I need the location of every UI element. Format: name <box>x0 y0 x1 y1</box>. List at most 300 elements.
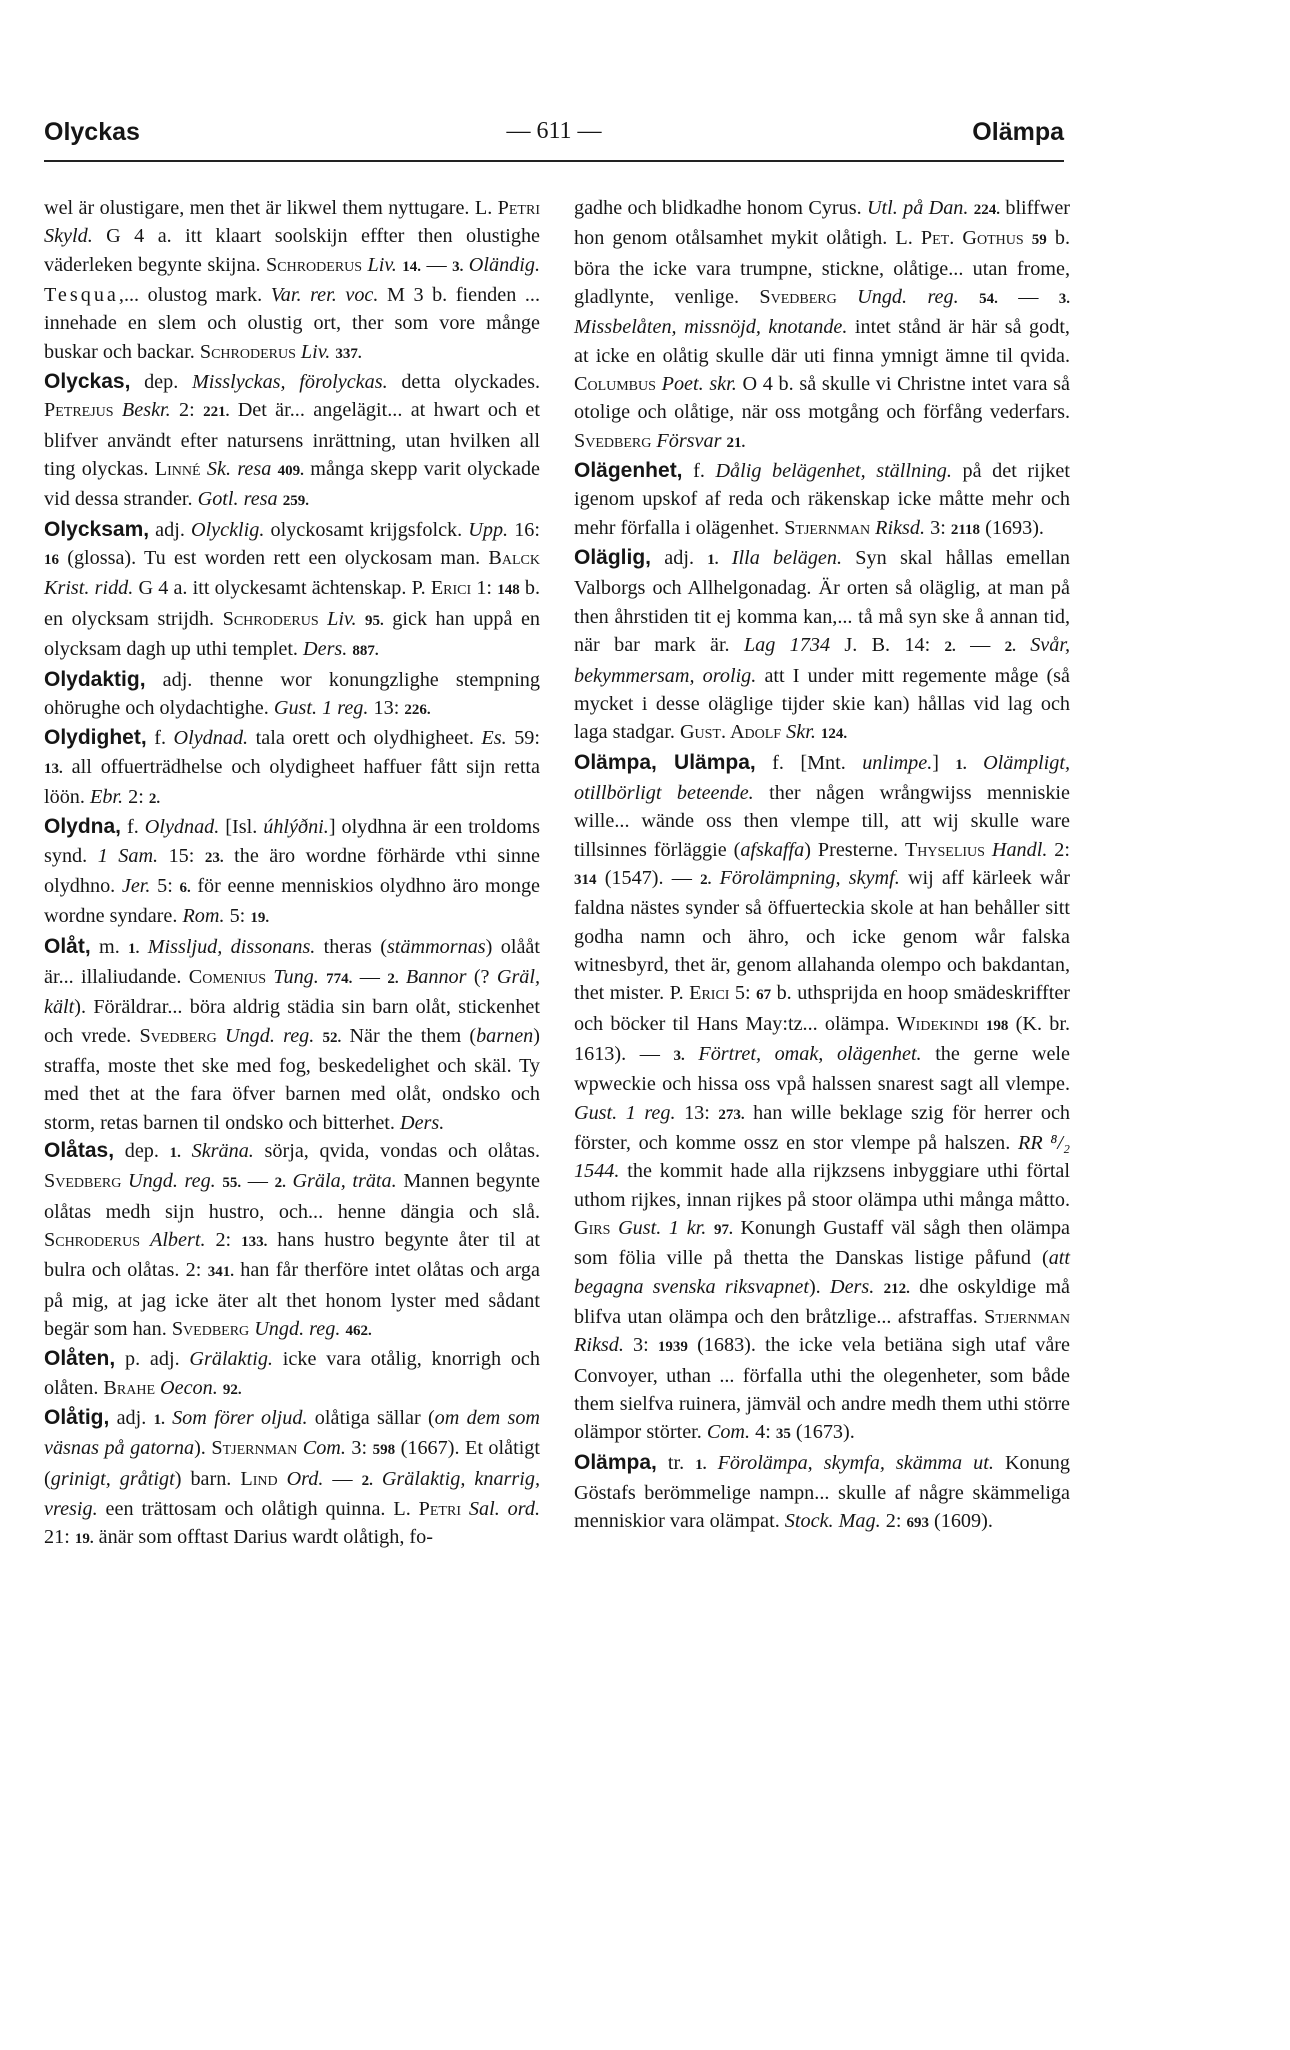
entry-text: f. [Mnt. <box>755 751 863 774</box>
entry-text <box>711 867 719 889</box>
entry-text: Handl. <box>991 838 1048 861</box>
entry-headword: Olydighet, <box>44 726 147 750</box>
entry-text: Utl. på Dan. <box>866 197 969 219</box>
entry-text <box>967 752 983 774</box>
entry-text: 2118 <box>950 521 981 538</box>
entry-text: adj. <box>651 547 708 570</box>
entry-text: Ders. <box>303 638 348 661</box>
entry-text <box>114 399 122 421</box>
entry-text <box>707 1452 718 1474</box>
entry-text: — <box>997 286 1059 309</box>
entry-text <box>461 1498 469 1520</box>
entry-text: ) straffa, moste thet ske med fog, beskedelighet och skäl. Ty med thet at the fara öfver barnen med olåt, ondsko och storm, retas barnen til ondsko och bitterhet. <box>44 1024 541 1134</box>
entry-text: Misslyckas, förolyckas. <box>191 371 388 394</box>
entry-text: 133. <box>241 1234 268 1251</box>
entry-text: Rom. <box>182 905 225 928</box>
entry-text: Petri <box>418 1498 461 1521</box>
entry-text: 259. <box>282 493 309 510</box>
entry-text: 3. <box>1058 291 1071 308</box>
entry-text: Riksd. <box>875 516 926 539</box>
entry-text <box>278 1468 287 1490</box>
entry-text: 1939 <box>657 1339 688 1356</box>
entry-text: Olycklig. <box>190 518 265 541</box>
entry-text: Schroderus <box>266 253 363 276</box>
entry-text: Oecon. <box>160 1376 218 1399</box>
entry-text: Com. <box>706 1421 751 1444</box>
entry-text: Bannor <box>405 965 467 988</box>
entry-text: 5: <box>729 982 757 1005</box>
entry-headword: Olydna, <box>44 815 122 839</box>
entry-text: 2. <box>361 1472 373 1489</box>
entry-text <box>979 1013 986 1035</box>
entry-text: 1. <box>169 1145 181 1161</box>
entry-text: Widekindi <box>896 1012 979 1035</box>
entry-text: Schroderus <box>199 340 296 363</box>
entry-text: 21. <box>726 434 746 451</box>
dictionary-entry <box>574 544 1070 748</box>
entry-text: Svedberg <box>139 1024 217 1047</box>
entry-text: 462. <box>345 1323 372 1340</box>
entry-text: Krist. ridd. <box>44 577 134 600</box>
entry-text: 3: <box>925 516 951 539</box>
entry-text: Lind <box>240 1467 278 1490</box>
entry-text: Svedberg <box>44 1170 122 1193</box>
entry-headword: Olycksam, <box>44 517 150 541</box>
entry-text: Schroderus <box>222 607 319 630</box>
entry-text: 19. <box>250 910 270 927</box>
entry-text: Girs <box>574 1217 611 1240</box>
entry-text: adj. <box>109 1407 154 1430</box>
dictionary-entry <box>574 1449 1070 1538</box>
dictionary-entry <box>44 724 540 813</box>
entry-text: Skyld. <box>44 225 93 248</box>
entry-text: 2. <box>1004 639 1016 656</box>
entry-text: Illa belägen. <box>731 547 843 570</box>
entry-text: 35 <box>775 1426 791 1443</box>
entry-text: Pet. Gothus <box>920 227 1024 250</box>
entry-text: Beskr. <box>121 399 171 422</box>
entry-text: om dem som väsnas på gatorna <box>44 1407 541 1460</box>
entry-text: — <box>955 634 1005 657</box>
entry-text: Petrejus <box>44 399 114 422</box>
entry-text: Ungd. reg. <box>857 286 959 309</box>
entry-text: Förtret, omak, olägenhet. <box>698 1042 922 1065</box>
entry-text: Liv. <box>367 253 397 276</box>
entry-text: RR ⁸/₂ 1544. <box>574 1132 1070 1183</box>
entry-text: 59: <box>506 727 540 750</box>
entry-text: 221. <box>203 404 230 421</box>
entry-text: 92. <box>222 1381 242 1398</box>
dictionary-entry <box>44 1404 540 1554</box>
entry-text: Ders. <box>400 1111 445 1134</box>
entry-text: Thyselius <box>904 838 985 861</box>
entry-text: Ebr. <box>89 785 124 808</box>
entry-text: 198 <box>985 1017 1009 1034</box>
entry-text: Skr. <box>786 721 816 744</box>
entry-text: 3. <box>452 258 464 275</box>
dictionary-entry <box>44 933 540 1137</box>
entry-text: Som förer oljud. <box>172 1407 308 1430</box>
entry-text: Gust. 1 reg. <box>273 696 369 719</box>
entry-text: sörja, qvida, vondas och olåtas. <box>253 1140 540 1162</box>
dictionary-entry <box>44 813 540 932</box>
entry-text: 6. <box>179 879 191 896</box>
entry-text: O 4 b. så skulle vi Christne intet vara så otolige och olåtige, när oss motgång och förfång vederfars. <box>574 373 1070 424</box>
entry-text: 23. <box>204 849 224 866</box>
entry-text: Gust. Adolf <box>679 721 782 744</box>
entry-text: ). <box>194 1437 212 1460</box>
entry-headword: Olydaktig, <box>44 667 146 691</box>
entry-text: ). <box>808 1275 830 1298</box>
entry-text: dhe oskyldige må blifva utan olämpa och den bråtzlige... afstraffas. <box>574 1275 1070 1329</box>
entry-text: Ord. <box>286 1467 324 1490</box>
entry-text: úhlýðni. <box>263 816 329 839</box>
entry-text: dep. <box>130 371 192 394</box>
entry-text: Stjernman <box>211 1437 298 1460</box>
entry-text: Svedberg <box>574 429 652 452</box>
entry-text: Förolämpning, skymf. <box>719 866 900 889</box>
entry-text: Missljud, dissonans. <box>147 935 316 958</box>
entry-text: 13. <box>44 760 63 777</box>
entry-text: Gräla, träta. <box>292 1170 397 1193</box>
entry-text: Stjernman <box>984 1306 1070 1329</box>
entry-text: Liv. <box>300 340 331 363</box>
entry-text <box>139 936 147 958</box>
entry-text: J. B. 14: <box>830 634 945 657</box>
entry-text <box>985 839 992 861</box>
dictionary-entry <box>44 1345 540 1404</box>
entry-text: Tesqua <box>44 284 119 307</box>
entry-text: — <box>421 253 453 276</box>
entry-text: Skräna. <box>191 1140 254 1162</box>
entry-text: Svedberg <box>759 286 837 309</box>
entry-text: 337. <box>335 345 362 362</box>
dictionary-entry <box>44 516 540 666</box>
entry-text: 13: <box>675 1101 719 1124</box>
entry-text: 226. <box>404 701 431 718</box>
entry-text: tr. <box>656 1451 696 1474</box>
entry-text <box>1016 634 1030 656</box>
entry-text: G 4 a. itt klaart soolskijn effter then olustighe väderleken begynte skijna. <box>44 225 540 276</box>
entry-text: the kommit hade alla rijkzsens inbyggiare uthi förtal uthom rijkes, innan rijkes på stoor olämpa uthi många måtto. <box>574 1160 1070 1211</box>
entry-text <box>399 966 406 988</box>
entry-text: [Isl. <box>219 816 264 839</box>
entry-text: Poet. skr. <box>661 373 737 396</box>
page-number: — 611 — <box>506 118 602 144</box>
entry-text <box>181 1140 192 1162</box>
entry-text <box>959 286 979 308</box>
entry-text: Missbelåten, missnöjd, knotande. <box>574 316 848 339</box>
entry-text: 1: <box>471 577 498 600</box>
entry-text: Sal. ord. <box>468 1498 540 1521</box>
entry-text: tala orett och olydhigheet. <box>248 727 482 750</box>
entry-text: adj. <box>149 518 191 541</box>
dictionary-entry <box>44 666 540 725</box>
entry-text: 273. <box>718 1106 745 1123</box>
entry-text: Columbus <box>574 373 656 396</box>
entry-text: Grälaktig. <box>189 1348 273 1371</box>
entry-text: Olämpligt, otillbörligt beteende. <box>574 751 1071 804</box>
entry-text: ther någen wrångwijss menniskie wille... wände oss then vlempe till, att wij skulle ware tillsinnes förläggie ( <box>574 781 1070 861</box>
entry-text: grinigt, gråtigt <box>50 1467 175 1490</box>
entry-text: olyckosamt krijgsfolck. <box>264 518 469 541</box>
entry-text: 2. <box>944 639 956 656</box>
entry-text: (1609). <box>928 1510 993 1533</box>
entry-text: een trättosam och olåtigh quinna. L. <box>97 1498 419 1521</box>
entry-text: Linné <box>154 458 201 481</box>
entry-text: b. uthsprijda en hoop smädeskriffter och böcker til Hans May:tz... olämpa. <box>574 982 1070 1035</box>
entry-text: Upp. <box>468 518 509 541</box>
entry-text: han får therföre intet olåtas och arga på mig, at jag icke äter alt thet honom lyster med sådant begär som han. <box>44 1259 540 1341</box>
right-column <box>574 194 1070 1538</box>
entry-text: 15: <box>158 844 205 867</box>
entry-text: Sk. resa <box>206 458 272 481</box>
entry-text: 2. <box>274 1175 286 1192</box>
entry-text <box>610 1217 618 1239</box>
entry-text: (K. br. 1613). — <box>574 1012 1070 1065</box>
entry-text: 97. <box>714 1222 733 1239</box>
running-header <box>44 118 1064 158</box>
entry-text: olåtiga sällar ( <box>307 1407 435 1430</box>
entry-text: 55. <box>222 1175 242 1192</box>
entry-text: — <box>352 965 388 988</box>
header-left-guideword: Olyckas <box>44 118 140 146</box>
entry-text: barnen <box>476 1024 534 1047</box>
entry-text <box>1024 227 1032 249</box>
entry-text: b. en olycksam strijdh. <box>44 577 540 630</box>
entry-text: Ungd. reg. <box>224 1024 315 1047</box>
entry-text: 409. <box>277 463 304 480</box>
entry-text: f. <box>682 460 716 483</box>
dictionary-entry <box>44 1137 540 1345</box>
dictionary-entry <box>44 194 540 368</box>
entry-text: 54. <box>979 291 998 308</box>
entry-text: ) olååt är... illaliudande. <box>44 935 540 988</box>
entry-text: Riksd. <box>574 1334 624 1357</box>
left-column <box>44 194 540 1554</box>
entry-text <box>319 608 328 630</box>
entry-text: — <box>241 1170 275 1193</box>
entry-text: theras ( <box>315 935 387 958</box>
entry-text: (1693). <box>980 516 1044 539</box>
entry-text: Petri <box>497 197 540 219</box>
entry-text: 774. <box>326 970 353 987</box>
entry-text: 16 <box>44 552 59 569</box>
entry-text: detta olyckades. <box>387 371 540 394</box>
dictionary-entry <box>574 749 1070 1449</box>
entry-text: Schroderus <box>44 1229 141 1252</box>
entry-text <box>719 547 732 569</box>
entry-text: 16: <box>508 518 540 541</box>
entry-text <box>373 1468 382 1490</box>
entry-headword: Olåt, <box>44 934 91 958</box>
entry-text: Ungd. reg. <box>127 1170 216 1193</box>
entry-text: 2. <box>700 871 712 888</box>
entry-text: Erici <box>689 982 730 1005</box>
entry-text: gadhe och blidkadhe honom Cyrus. <box>574 197 867 219</box>
entry-text: Stock. Mag. <box>784 1510 881 1533</box>
entry-text: Syn skal hållas emellan Valborgs och Allhelgonadag. Är orten så oläglig, at man på then åhrstiden tit ej komma kan,... tå må syn ske å annan tid, när bar mark är. <box>574 547 1070 657</box>
entry-text: Balck <box>488 547 540 570</box>
entry-text: 2: <box>170 399 204 422</box>
header-rule <box>44 160 1064 162</box>
entry-text: — <box>323 1467 362 1490</box>
entry-text: Ders. <box>830 1275 875 1298</box>
entry-text: 1. <box>128 940 140 957</box>
entry-text: 2. <box>387 970 399 987</box>
entry-text: 52. <box>322 1029 342 1046</box>
entry-text: 598 <box>372 1442 396 1459</box>
entry-text: 3: <box>345 1437 373 1460</box>
entry-text <box>314 1025 322 1047</box>
entry-text: Gust. 1 reg. <box>574 1101 676 1124</box>
entry-text: m. <box>90 935 129 958</box>
entry-text: (1547). — <box>596 866 701 889</box>
entry-text: icke vara otålig, knorrigh och olåten. <box>44 1348 540 1399</box>
entry-text: 67 <box>756 987 772 1004</box>
entry-text: 1 Sam. <box>97 844 159 867</box>
entry-text: hans hustro begynte åter til at bulra och olåtas. 2: <box>44 1229 541 1282</box>
entry-text: Förolämpa, skymfa, skämma ut. <box>717 1451 994 1474</box>
entry-text: Olydnad. <box>144 816 220 839</box>
entry-text: the äro wordne förhärde vthi sinne olydhno. <box>44 844 540 897</box>
entry-text: Ungd. reg. <box>254 1318 341 1341</box>
entry-text: 59 <box>1031 232 1047 249</box>
entry-text: Var. rer. voc. <box>270 284 379 307</box>
entry-text <box>140 1229 150 1251</box>
entry-headword: Olåtas, <box>44 1139 115 1162</box>
entry-text: ) barn. <box>174 1467 241 1490</box>
entry-text: Lag 1734 <box>743 634 831 657</box>
entry-text: Konungh Gustaff väl sågh then olämpa som fölia ville på thetta the Danskas listige påfund ( <box>574 1217 1071 1270</box>
entry-text: ] olydhna är een troldoms synd. <box>44 816 540 867</box>
entry-text <box>837 286 857 308</box>
entry-text: 3. <box>673 1047 685 1064</box>
entry-text: 1. <box>707 552 719 569</box>
entry-text: änär som offtast Darius wardt olåtigh, fo- <box>93 1526 433 1549</box>
entry-text: Tung. <box>273 965 319 988</box>
entry-text: Mannen begynte olåtas medh sijn hustro, och... henne dängia och slå. <box>44 1170 541 1223</box>
entry-headword: Olägenhet, <box>574 459 683 483</box>
entry-text: Jer. <box>121 874 151 897</box>
entry-text: Gotl. resa <box>197 488 278 511</box>
entry-text: Albert. <box>149 1229 206 1252</box>
entry-text: 1. <box>695 1456 707 1473</box>
entry-text: Försvar <box>656 429 722 452</box>
entry-text: Olydnad. <box>173 727 249 750</box>
entry-text: Com. <box>302 1437 346 1460</box>
entry-text: G 4 a. itt olyckesamt ächtenskap. P. <box>133 577 431 600</box>
entry-headword: Oläglig, <box>574 546 652 570</box>
entry-text: wij aff kärleek wår faldna nästes synder så öffuerteckia skole at han behåller sitt godha namn och ähro, och icke genom wår falska witnesbyrd, thet är, genom allahanda olempo och bakdantan, thet mister. P. <box>574 866 1071 1005</box>
entry-text: Svedberg <box>171 1318 250 1341</box>
entry-text: att I under mitt regemente måge (så mycket i desse oläglige tijder skie kan) hållas vid lag och laga stadgar. <box>574 664 1070 744</box>
entry-text <box>165 1407 172 1429</box>
entry-text: dep. <box>114 1140 170 1162</box>
entry-text: 4: <box>750 1421 776 1444</box>
entry-text <box>874 1276 883 1298</box>
entry-text: bliffwer hon genom otålsamhet mykit olåtigh. L. <box>574 197 1071 250</box>
entry-text: b. böra the icke vara trumpne, stickne, olåtige... utan frome, gladlynte, venlige. <box>574 227 1070 309</box>
entry-text: ) Presterne. <box>804 838 905 861</box>
entry-text: på det rijket igenom upskof af reda och räkenskap icke måtte mehr och mehr förfalla i olägenhet. <box>574 460 1070 539</box>
entry-headword: Olämpa, Ulämpa, <box>574 750 756 774</box>
entry-text: för eenne menniskios olydhno äro monge wordne syndare. <box>44 874 540 928</box>
entry-headword: Olämpa, <box>574 1450 657 1474</box>
entry-text <box>357 608 366 630</box>
dictionary-entry <box>44 368 540 516</box>
entry-text: 2. <box>148 790 161 807</box>
entry-text: intet stånd är här så godt, at icke en olåtig skulle där uti finna ymnigt ämne til qvida. <box>574 316 1070 367</box>
entry-headword: Olåten, <box>44 1347 116 1371</box>
entry-text: 14. <box>402 258 422 275</box>
entry-text <box>217 1025 225 1047</box>
dictionary-entry <box>574 194 1070 457</box>
entry-text: 124. <box>820 726 848 743</box>
entry-headword: Olyckas, <box>44 370 131 394</box>
entry-text: gick han uppå en olycksam dagh up uthi templet. <box>44 607 541 661</box>
entry-text: Svår, bekymmersam, orolig. <box>574 634 1071 687</box>
entry-text: (1667). Et olåtigt ( <box>44 1437 541 1490</box>
entry-text: (? <box>466 965 497 988</box>
header-right-guideword: Olämpa <box>972 118 1064 146</box>
entry-text: 314 <box>574 871 597 888</box>
entry-text: 13: <box>368 696 405 719</box>
entry-text: afskaffa <box>740 838 805 861</box>
entry-text: ] <box>932 751 956 774</box>
entry-text: 3: <box>623 1334 658 1357</box>
entry-text: all offuerträdhelse och olydigheet haffuer fått sijn retta löön. <box>44 755 540 808</box>
entry-text: the gerne wele wpweckie och hissa oss vpå halssen snarest sagt all vlempe. <box>574 1042 1070 1096</box>
entry-text: Es. <box>481 727 507 750</box>
entry-text: När the them ( <box>341 1024 477 1047</box>
entry-text: 95. <box>365 612 384 629</box>
entry-text: 693 <box>906 1515 929 1532</box>
entry-text: Erici <box>430 577 472 600</box>
entry-text <box>121 1170 128 1192</box>
entry-text: 148 <box>497 582 520 599</box>
entry-text: unlimpe. <box>862 751 933 774</box>
entry-text: (1673). <box>790 1421 855 1444</box>
entry-text: f. <box>146 727 174 750</box>
entry-text: 2: <box>123 785 149 808</box>
entry-text: wel är olustigare, men thet är likwel them nyttugare. L. <box>44 197 498 219</box>
entry-text: 5: <box>150 874 180 897</box>
entry-text: Stjernman <box>784 516 871 539</box>
entry-text: (glossa). Tu est worden rett een olyckosam man. <box>59 547 489 570</box>
entry-text: Grälaktig, knarrig, vresig. <box>44 1467 541 1521</box>
entry-text: 19. <box>74 1531 94 1548</box>
entry-text: Oländig. <box>468 253 541 276</box>
entry-text: 2: <box>205 1229 242 1252</box>
entry-text: Comenius <box>188 965 266 988</box>
entry-text: Dålig belägenhet, ställning. <box>715 460 952 483</box>
entry-text: många skepp varit olyckade vid dessa strander. <box>44 458 540 511</box>
entry-text: 224. <box>973 202 1001 218</box>
entry-text: ). Föräldrar... böra aldrig städia sin barn olåt, stickenhet och vrede. <box>44 996 540 1047</box>
entry-text: adj. thenne wor konungzlighe stempning ohörughe och olydachtighe. <box>44 668 540 719</box>
entry-text: att begagna svenska riksvapnet <box>574 1247 1070 1298</box>
entry-text: 1. <box>955 756 967 773</box>
entry-text: Konung Göstafs berömmelige nampn... skulle af någre skämmeliga menniskior vara olämpat. <box>574 1451 1070 1533</box>
entry-text: 1. <box>153 1412 165 1429</box>
entry-text: 2: <box>1047 838 1070 861</box>
entry-text <box>685 1043 699 1065</box>
entry-text: Liv. <box>327 607 357 630</box>
entry-text: stämmornas <box>386 935 486 958</box>
entry-text: 212. <box>883 1280 910 1297</box>
entry-text: Det är... angelägit... at hwart och et blifver användt efter natursens inrättning, utan hvilken all ting olyckas. <box>44 399 540 481</box>
